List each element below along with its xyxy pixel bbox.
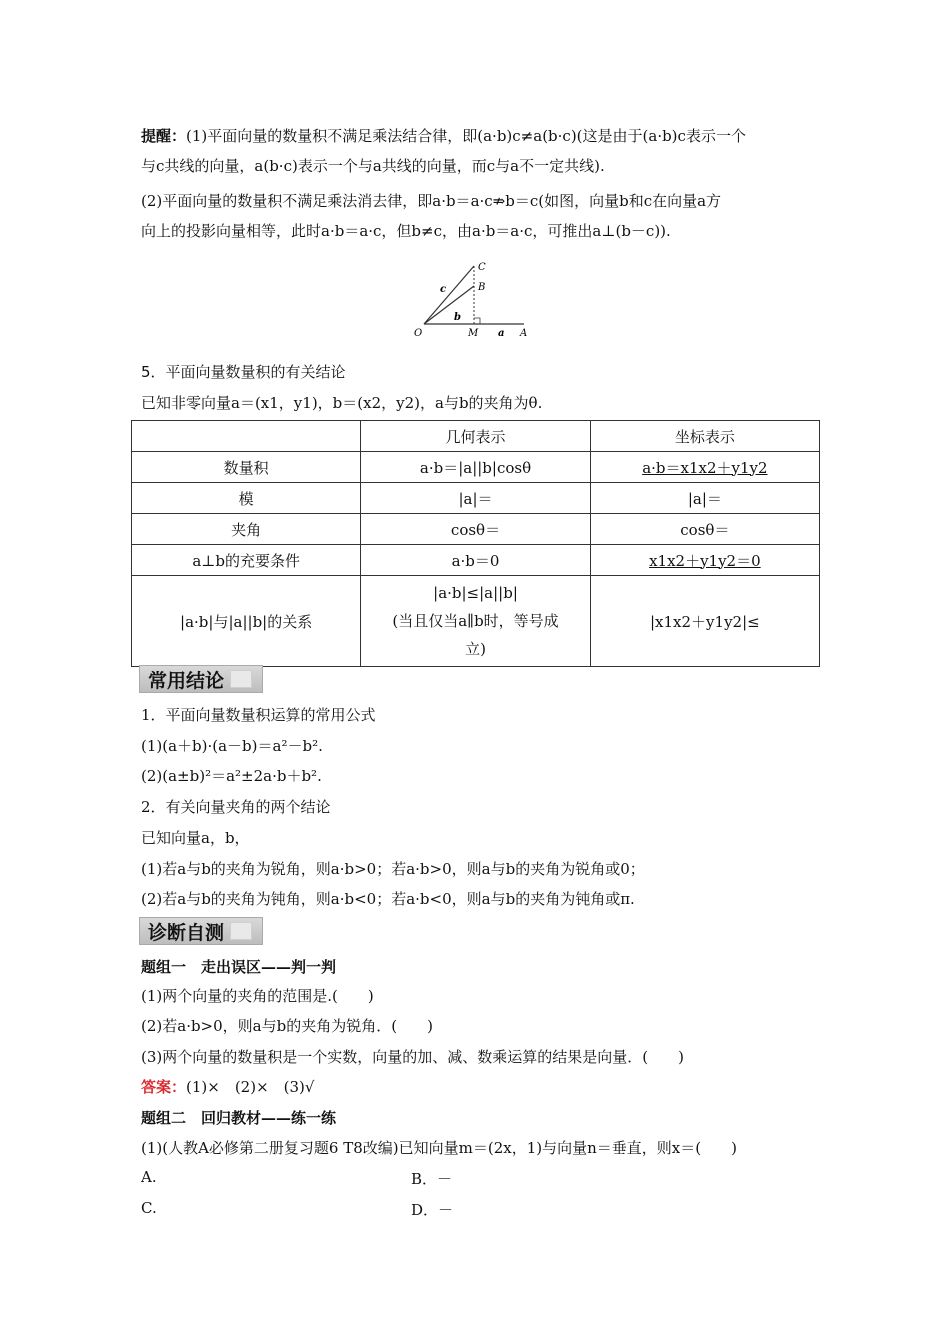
dot-product-table [131, 420, 820, 667]
option-c: C. [141, 1199, 157, 1217]
table-row [132, 452, 820, 483]
tip-line-3: (2)平面向量的数量积不满足乘法消去律，即a·b＝a·c⇏b＝c(如图，向量b和c在向量a方 [141, 192, 722, 210]
question-line: (3)两个向量的数量积是一个实数，向量的加、减、数乘运算的结果是向量．( ) [141, 1048, 684, 1066]
relation-inequality: |a·b|≤|a||b| [433, 584, 518, 602]
relation-note-a: (当且仅当a∥b时，等号成 [392, 612, 559, 630]
table-cell: a·b＝|a||b|cosθ [361, 452, 590, 483]
projection-figure [410, 256, 540, 340]
table-cell: a⊥b的充要条件 [132, 545, 361, 576]
vector-b-line [424, 286, 474, 324]
conclusion-line: 已知向量a，b， [141, 829, 250, 847]
option-b: B．－ [411, 1170, 453, 1188]
conclusion-line: (1)(a＋b)·(a－b)＝a²－b². [141, 737, 323, 755]
tip-text-1a: (1)平面向量的数量积不满足乘法结合律，即(a·b)c≠a(b·c)(这是由于(a·b)c表示一个 [186, 127, 746, 145]
label-b: b [454, 312, 461, 323]
tip-line-1 [141, 126, 746, 146]
table-cell: 夹角 [132, 514, 361, 545]
table-cell: cosθ＝ [590, 514, 819, 545]
label-a: a [498, 328, 505, 339]
badge-decoration-icon [230, 922, 252, 940]
table-header-row [132, 421, 820, 452]
vector-c-line [424, 266, 474, 324]
label-M: M [468, 328, 479, 339]
table-row [132, 514, 820, 545]
table-row [132, 483, 820, 514]
table-cell: a·b＝0 [361, 545, 590, 576]
table-header-cell [132, 421, 361, 452]
table-cell: |a·b|与|a||b|的关系 [132, 576, 361, 667]
conclusion-line: (2)(a±b)²＝a²±2a·b＋b². [141, 767, 322, 785]
question-line: (1)两个向量的夹角的范围是.( ) [141, 987, 374, 1005]
label-O: O [414, 328, 423, 339]
tip-line-2: 与c共线的向量，a(b·c)表示一个与a共线的向量，而c与a不一定共线). [141, 157, 605, 175]
badge-label: 常用结论 [148, 669, 225, 692]
answer-label: 答案： [141, 1078, 187, 1096]
question-line: (2)若a·b>0，则a与b的夹角为锐角．( ) [141, 1017, 433, 1035]
label-B: B [478, 282, 486, 293]
badge-label: 诊断自测 [148, 921, 225, 944]
conclusion-line: (1)若a与b的夹角为锐角，则a·b>0；若a·b>0，则a与b的夹角为锐角或0； [141, 860, 645, 878]
table-cell: |a|＝ [361, 483, 590, 514]
table-row [132, 576, 820, 667]
table-cell: cosθ＝ [361, 514, 590, 545]
section5-title: 5．平面向量数量积的有关结论 [141, 363, 346, 381]
label-c: c [440, 284, 447, 295]
label-A: A [520, 328, 528, 339]
right-angle-mark [474, 318, 480, 324]
conclusion-line: 2．有关向量夹角的两个结论 [141, 798, 331, 816]
badge-decoration-icon [230, 670, 252, 688]
table-row [132, 545, 820, 576]
table-cell: |x1x2＋y1y2|≤ [590, 576, 819, 667]
answer-text: (1)× (2)× (3)√ [186, 1078, 315, 1096]
table-cell: 模 [132, 483, 361, 514]
conclusion-line: 1．平面向量数量积运算的常用公式 [141, 706, 376, 724]
label-C: C [478, 262, 486, 273]
group-one-title: 题组一 走出误区——判一判 [141, 958, 337, 976]
table-cell: |a|＝ [590, 483, 819, 514]
table-cell: 数量积 [132, 452, 361, 483]
conclusion-line: (2)若a与b的夹角为钝角，则a·b<0；若a·b<0，则a与b的夹角为钝角或π. [141, 890, 635, 908]
section-badge-diagnosis [139, 917, 263, 945]
section5-intro: 已知非零向量a＝(x1，y1)，b＝(x2，y2)，a与b的夹角为θ. [141, 394, 543, 412]
tip-line-4: 向上的投影向量相等，此时a·b＝a·c，但b≠c，由a·b＝a·c，可推出a⊥(b－c)). [141, 222, 671, 240]
tip-label: 提醒： [141, 127, 187, 145]
table-cell-relation [361, 576, 590, 667]
question-line: (1)(人教A必修第二册复习题6 T8改编)已知向量m＝(2x，1)与向量n＝垂直，则x＝( ) [141, 1139, 737, 1157]
section-badge-common-conclusions [139, 665, 263, 693]
table-cell: a·b＝x1x2＋y1y2 [590, 452, 819, 483]
relation-note-b: 立) [465, 640, 486, 658]
group-two-title: 题组二 回归教材——练一练 [141, 1109, 337, 1127]
answer-line [141, 1077, 314, 1097]
table-cell: x1x2＋y1y2＝0 [590, 545, 819, 576]
option-d: D．－ [411, 1201, 454, 1219]
option-a: A. [141, 1168, 157, 1186]
table-header-cell: 几何表示 [361, 421, 590, 452]
table-header-cell: 坐标表示 [590, 421, 819, 452]
